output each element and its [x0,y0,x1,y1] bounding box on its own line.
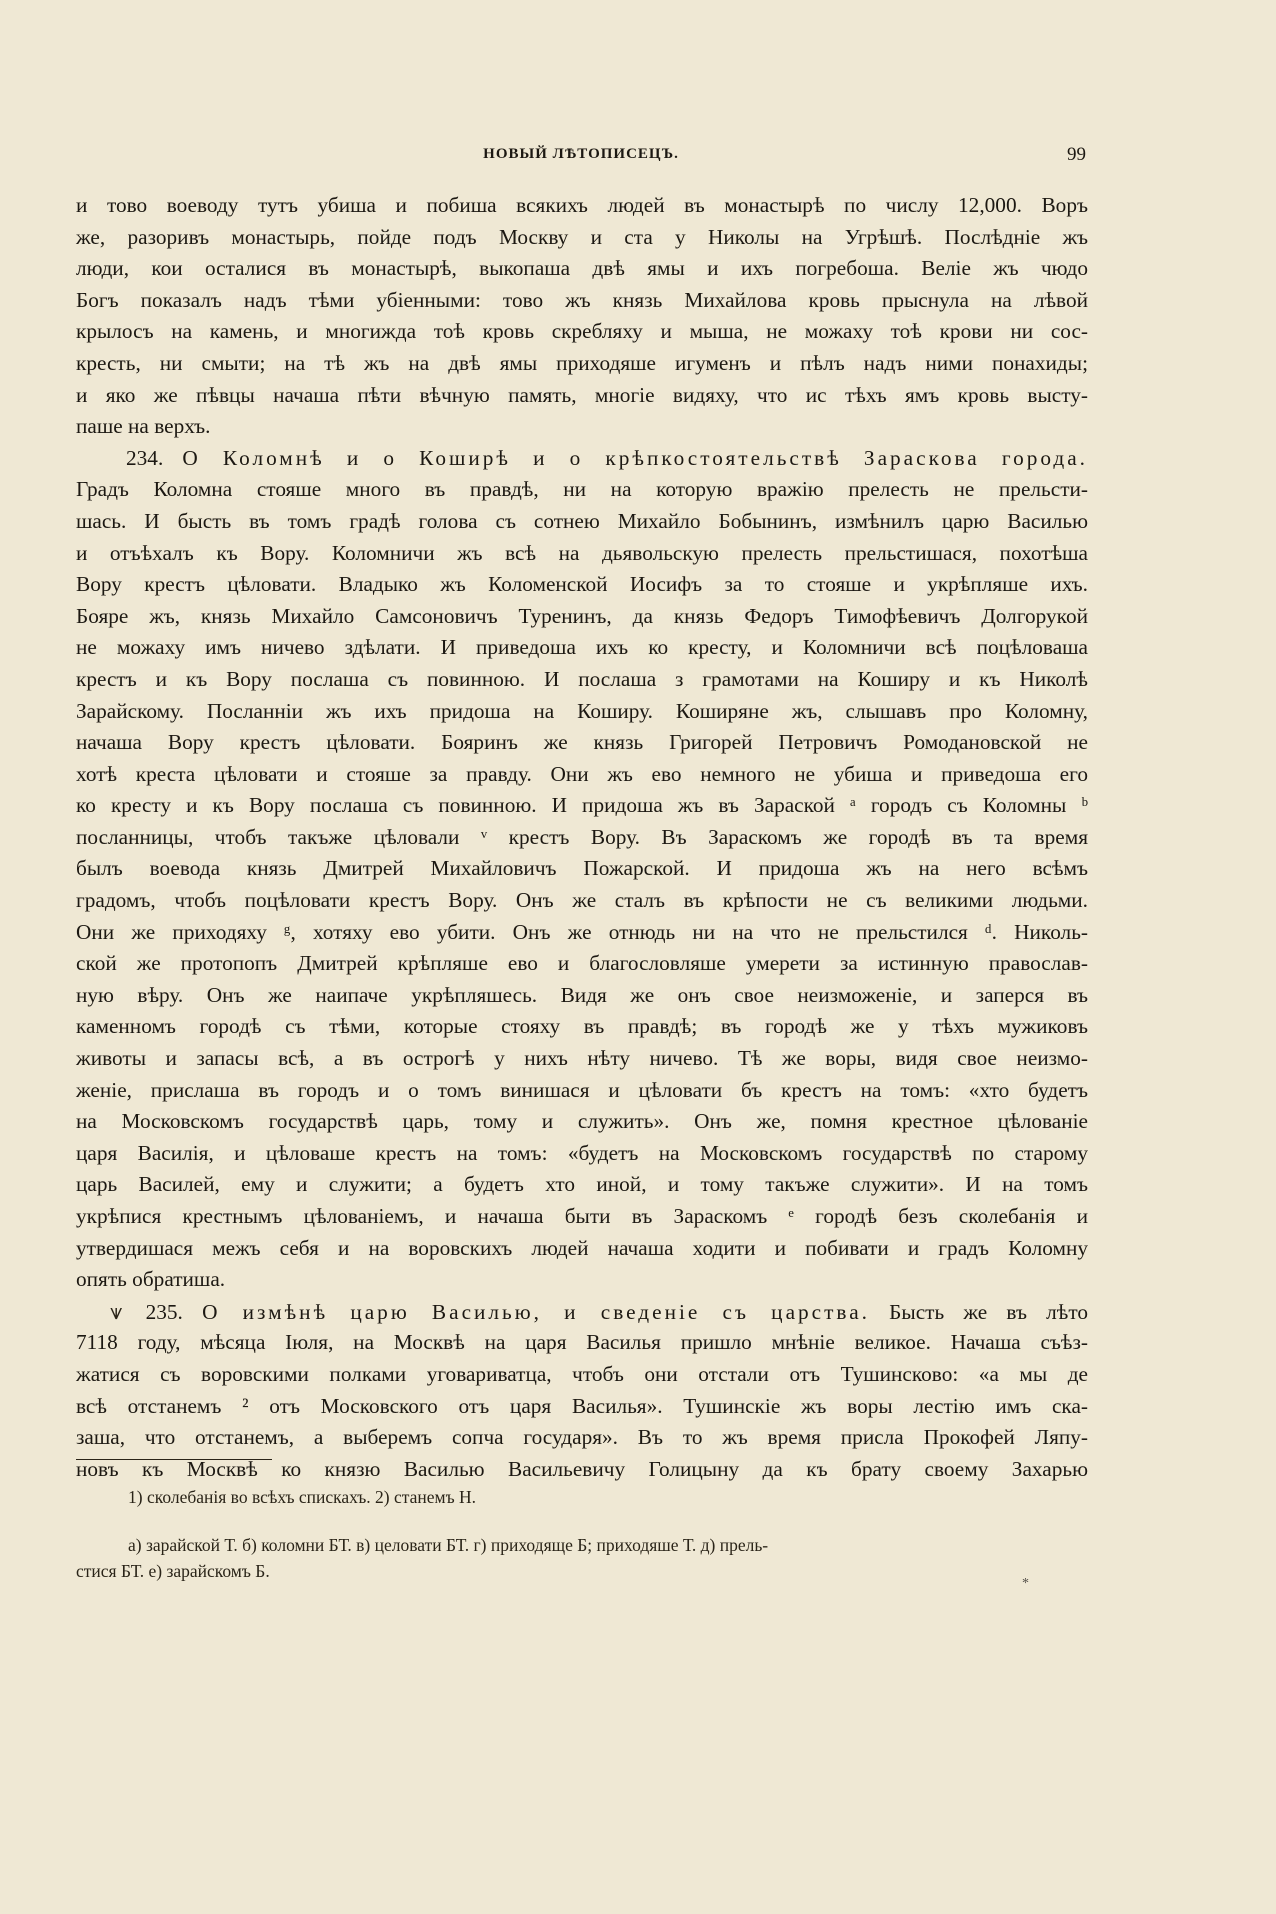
text-line: царя Василія, и цѣловаше крестъ на томъ: «будетъ на Московскомъ государствѣ по старому [76,1140,1088,1165]
section-number: 235. [145,1299,183,1324]
page-number: 99 [1067,144,1086,165]
text-line: царь Василей, ему и служити; а будетъ хто иной, и тому такъже служити». И на томъ [76,1172,1088,1197]
text-line: каменномъ городѣ съ тѣми, которые стояху въ правдѣ; въ городѣ же у тѣхъ мужиковъ [76,1014,1088,1039]
main-text [76,190,1088,1485]
text-line: шась. И бысть въ томъ градѣ голова съ сотнею Михайло Бобынинъ, измѣнилъ царю Василью [76,508,1088,533]
text-line: Бояре жъ, князь Михайло Самсоновичъ Туренинъ, да князь Федоръ Тимофѣевичъ Долгорукой [76,603,1088,628]
text-line: ную вѣру. Онъ же наипаче укрѣпляшесь. Видя же онъ свое неизможеніе, и заперся въ [76,982,1088,1007]
text-line: и тово воеводу тутъ убиша и побиша всякихъ людей въ монастырѣ по числу 12,000. Воръ [76,193,1088,217]
text-line: Вору крестъ цѣловати. Владыко жъ Коломенской Иосифъ за то стояше и укрѣпляше ихъ. [76,572,1088,597]
text-line: былъ воевода князь Дмитрей Михайловичъ Пожарской. И придоша жъ на него всѣмъ [76,856,1088,881]
text-line: опять обратиша. [76,1267,226,1292]
text-line: Они же приходяху ᵍ, хотяху ево убити. Онъ же отнюдь ни на что не прельстился ᵈ. Николь- [76,919,1088,944]
text-line: заша, что отстанемъ, а выберемъ сопча государя». Въ то жъ время присла Прокофей Ляпу- [76,1425,1088,1450]
text-line: женіе, прислаша въ городъ и о томъ винишася и цѣловати бъ крестъ на томъ: «хто будетъ [76,1077,1088,1102]
text-line: Зарайскому. Посланніи жъ ихъ придоша на Коширу. Коширяне жъ, слышавъ про Коломну, [76,698,1088,723]
section-title: О измѣнѣ царю Василью, и сведеніе съ царства. [202,1299,870,1324]
text-line: и яко же пѣвцы начаша пѣти вѣчную память, многіе видяху, что ис тѣхъ ямъ кровь высту- [76,382,1088,407]
footnote-rule [76,1459,272,1460]
text-line: ской же протопопъ Дмитрей крѣпляше ево и благословляше умерети за истинную православ- [76,951,1088,976]
footnotes [76,1484,1088,1584]
text-line: новъ къ Москвѣ ко князю Василью Васильевичу Голицыну да къ брату своему Захарью [76,1456,1088,1481]
text-line: Богъ показалъ надъ тѣми убіенными: тово жъ князь Михайлова кровь прыснула на лѣвой [76,287,1088,312]
text-line: ко кресту и къ Вору послаша съ повинною. И придоша жъ въ Зараской ᵃ городъ съ Коломны ᵇ [76,793,1088,818]
text-line: утвердишася межъ себя и на воровскихъ людей начаша ходити и побивати и градъ Коломну [76,1235,1088,1260]
text-line: посланницы, чтобъ такъже цѣловали ᵛ крестъ Вору. Въ Зараскомъ же городѣ въ та время [76,824,1088,849]
text-line: люди, кои осталися въ монастырѣ, выкопаша двѣ ямы и ихъ погребоша. Веліе жъ чюдо [76,256,1088,281]
text-line: не можаху имъ ничево здѣлати. И приведоша ихъ ко кресту, и Коломничи всѣ поцѣловаша [76,635,1088,660]
footnote-lettered-cont: стися БТ. е) зарайскомъ Б. [76,1561,270,1581]
text-line: 7118 году, мѣсяца Іюля, на Москвѣ на царя Василья пришло мнѣніе великое. Начаша съѣз- [76,1330,1088,1355]
text-line: паше на верхъ. [76,414,211,439]
text-fragment: Бысть же въ лѣто [889,1299,1089,1324]
section-title: О Коломнѣ и о Коширѣ и о крѣпкостоятельствѣ Зараскова города. [182,445,1089,470]
text-line: градомъ, чтобъ поцѣловати крестъ Вору. Онъ же сталъ въ крѣпости не съ великими людьми. [76,888,1088,913]
text-line: всѣ отстанемъ ² отъ Московского отъ царя Василья». Тушинскіе жъ воры лестію имъ ска- [76,1393,1088,1418]
text-line: на Московскомъ государствѣ царь, тому и служить». Онъ же, помня крестное цѣлованіе [76,1109,1088,1134]
section-heading-234 [76,443,1088,475]
text-line: кресть, ни смыти; на тѣ жъ на двѣ ямы приходяше игуменъ и пѣлъ надъ ними понахиды; [76,350,1088,375]
text-line: хотѣ креста цѣловати и стояше за правду. Они жъ ево немного не убиша и приведоша его [76,761,1088,786]
text-line: крестъ и къ Вору послаша съ повинною. И послаша з грамотами на Коширу и къ Николѣ [76,666,1088,691]
section-heading-235 [76,1296,1088,1328]
footnote-numbered: 1) сколебанія во всѣхъ спискахъ. 2) станемъ Н. [128,1487,477,1507]
margin-mark-icon: ⩛ [110,1298,123,1324]
page-mark: * [1022,1576,1029,1591]
text-line: крылосъ на камень, и многижда тоѣ кровь скребляху и мыша, не можаху тоѣ крови ни сос- [76,319,1088,344]
text-line: укрѣпися крестнымъ цѣлованіемъ, и начаша быти въ Зараскомъ ᵉ городѣ безъ сколебанія и [76,1204,1088,1228]
text-line: животы и запасы всѣ, а въ острогѣ у нихъ нѣту ничево. Тѣ же воры, видя свое неизмо- [76,1046,1088,1071]
footnote-lettered: а) зарайской Т. б) коломни БТ. в) целовати БТ. г) приходяще Б; приходяше Т. д) прель- [128,1535,769,1555]
text-line: и отъѣхалъ къ Вору. Коломничи жъ всѣ на дьявольскую прелесть прельстишася, похотѣша [76,540,1088,565]
running-head: НОВЫЙ ЛѢТОПИСЕЦЪ. [483,146,679,162]
text-line: начаша Вору крестъ цѣловати. Бояринъ же князь Григорей Петровичъ Ромодановской не [76,730,1088,755]
section-number: 234. [126,445,164,470]
text-line: же, разоривъ монастырь, пойде подъ Москву и ста у Николы на Угрѣшѣ. Послѣдніе жъ [76,224,1088,249]
text-line: Градъ Коломна стояше много въ правдѣ, ни на которую вражію прелесть не прельсти- [76,477,1088,502]
text-line: жатися съ воровскими полками уговариватца, чтобъ они отстали отъ Тушинсково: «а мы де [76,1361,1088,1386]
